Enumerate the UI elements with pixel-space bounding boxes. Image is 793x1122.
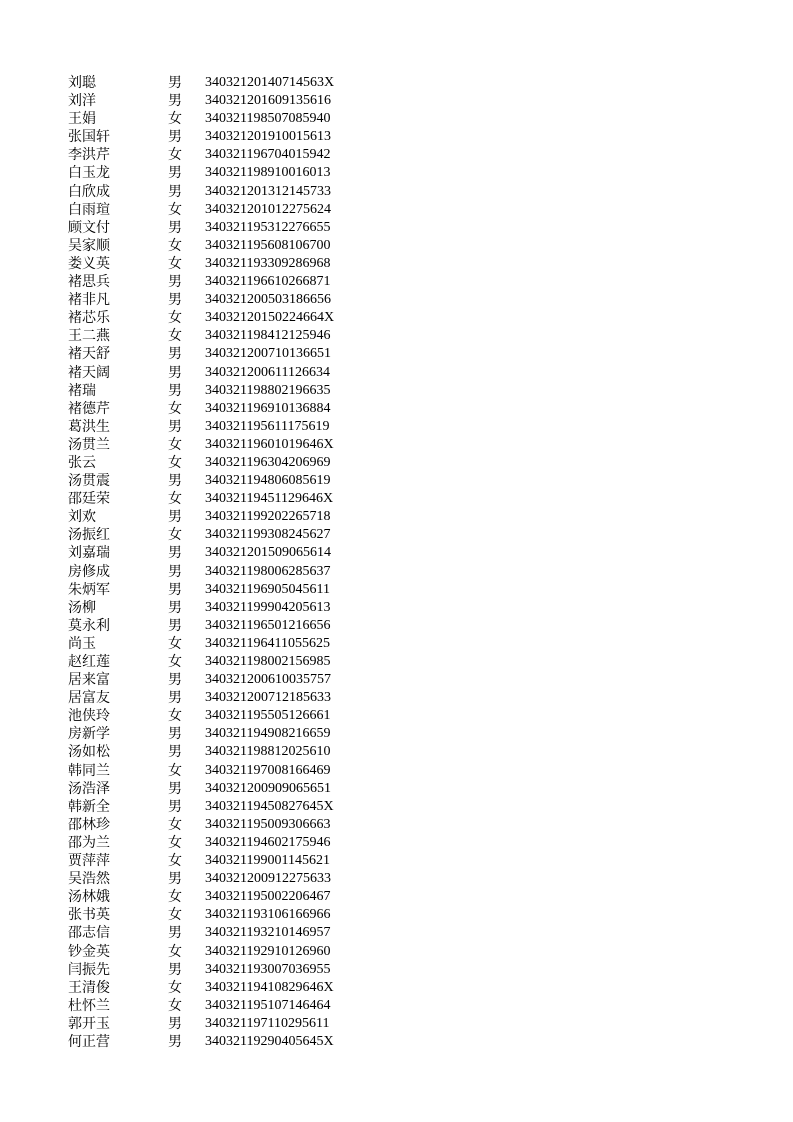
person-name: 杜怀兰 xyxy=(68,997,110,1014)
person-gender: 男 xyxy=(168,183,182,200)
person-name: 汤如松 xyxy=(68,744,110,761)
person-id-number: 340321198006285637 xyxy=(205,563,331,579)
person-gender: 女 xyxy=(168,111,182,128)
person-id-number: 340321194806085619 xyxy=(205,473,331,489)
person-gender: 女 xyxy=(168,147,182,164)
person-name: 刘欢 xyxy=(68,509,96,526)
person-name: 白欣成 xyxy=(68,183,110,200)
person-id-number: 340321201609135616 xyxy=(205,93,331,109)
person-name: 白雨瑄 xyxy=(68,201,110,218)
person-name: 池侠玲 xyxy=(68,708,110,725)
person-gender: 男 xyxy=(168,617,182,634)
person-id-number: 340321193210146957 xyxy=(205,925,331,941)
person-name: 汤林娥 xyxy=(68,889,110,906)
person-gender: 女 xyxy=(168,635,182,652)
person-id-number: 340321200503186656 xyxy=(205,292,331,308)
person-id-number: 340321195009306663 xyxy=(205,816,331,832)
person-name: 汤浩泽 xyxy=(68,780,110,797)
person-gender: 男 xyxy=(168,75,182,91)
person-gender: 女 xyxy=(168,436,182,453)
person-id-number: 340321194908216659 xyxy=(205,726,331,742)
person-id-number: 340321201312145733 xyxy=(205,183,331,199)
person-gender: 女 xyxy=(168,708,182,725)
person-id-number: 340321195312276655 xyxy=(205,219,331,235)
person-gender: 男 xyxy=(168,382,182,399)
person-id-number: 34032119451129646X xyxy=(205,491,334,507)
person-id-number: 34032120140714563X xyxy=(205,75,335,90)
person-gender: 女 xyxy=(168,237,182,254)
person-name: 褚非凡 xyxy=(68,292,110,309)
person-id-number: 340321199202265718 xyxy=(205,509,331,525)
person-gender: 女 xyxy=(168,654,182,670)
person-gender: 女 xyxy=(168,762,182,779)
person-name: 尚玉 xyxy=(68,635,96,652)
person-gender: 男 xyxy=(168,93,182,110)
person-gender: 女 xyxy=(168,310,182,327)
person-id-number: 340321198802196635 xyxy=(205,382,331,398)
person-gender: 女 xyxy=(168,979,182,996)
person-id-number: 340321200712185633 xyxy=(205,690,331,706)
person-id-number: 340321192910126960 xyxy=(205,943,331,959)
person-id-number: 340321196704015942 xyxy=(205,147,331,163)
person-id-number: 340321196610266871 xyxy=(205,274,331,290)
person-name: 邵林珍 xyxy=(68,816,110,833)
person-name: 汤振红 xyxy=(68,527,110,544)
person-gender: 女 xyxy=(168,255,182,272)
person-id-number: 340321196304206969 xyxy=(205,454,331,470)
person-id-number: 340321200710136651 xyxy=(205,346,331,362)
person-gender: 男 xyxy=(168,346,182,363)
person-gender: 女 xyxy=(168,328,182,345)
person-gender: 男 xyxy=(168,509,182,526)
person-gender: 女 xyxy=(168,997,182,1014)
person-name: 褚天舒 xyxy=(68,346,110,363)
person-name: 房修成 xyxy=(68,563,110,580)
person-name: 韩新全 xyxy=(68,798,110,815)
person-gender: 男 xyxy=(168,292,182,309)
person-name: 闫振先 xyxy=(68,961,110,978)
person-gender: 男 xyxy=(168,599,182,616)
person-name: 褚瑞 xyxy=(68,382,96,399)
person-id-number: 34032119290405645X xyxy=(205,1033,334,1049)
person-name: 刘洋 xyxy=(68,93,96,110)
person-id-number: 340321196910136884 xyxy=(205,400,331,416)
person-gender: 男 xyxy=(168,545,182,562)
person-name: 白玉龙 xyxy=(68,165,110,182)
person-gender: 女 xyxy=(168,834,182,851)
person-id-number: 340321200611126634 xyxy=(205,364,330,380)
person-gender: 男 xyxy=(168,961,182,978)
person-id-number: 340321194602175946 xyxy=(205,834,331,850)
person-id-number: 340321195002206467 xyxy=(205,889,331,905)
person-gender: 女 xyxy=(168,816,182,833)
person-name: 王二燕 xyxy=(68,328,110,345)
person-gender: 男 xyxy=(168,165,182,182)
person-name: 刘聪 xyxy=(68,75,96,91)
person-name: 顾文付 xyxy=(68,219,110,236)
person-gender: 男 xyxy=(168,219,182,236)
person-gender: 男 xyxy=(168,364,182,381)
person-id-number: 340321200909065651 xyxy=(205,780,331,796)
person-name: 娄义英 xyxy=(68,255,110,272)
person-name: 张云 xyxy=(68,454,96,471)
person-id-number: 340321196905045611 xyxy=(205,581,330,597)
person-gender: 男 xyxy=(168,726,182,743)
person-gender: 女 xyxy=(168,889,182,906)
person-name: 钞金英 xyxy=(68,943,110,960)
person-id-number: 34032119450827645X xyxy=(205,798,334,814)
person-name: 褚德芹 xyxy=(68,400,110,417)
person-name: 何正营 xyxy=(68,1033,110,1050)
person-name: 王清俊 xyxy=(68,979,110,996)
person-gender: 男 xyxy=(168,563,182,580)
person-gender: 男 xyxy=(168,871,182,888)
person-name: 褚思兵 xyxy=(68,274,110,291)
person-name: 张国轩 xyxy=(68,129,110,146)
person-id-number: 340321198910016013 xyxy=(205,165,331,181)
person-gender: 男 xyxy=(168,418,182,435)
person-id-number: 340321198507085940 xyxy=(205,111,331,127)
person-gender: 女 xyxy=(168,943,182,960)
person-gender: 男 xyxy=(168,780,182,797)
person-gender: 男 xyxy=(168,1015,182,1032)
person-name: 王娟 xyxy=(68,111,96,128)
person-id-number: 340321195611175619 xyxy=(205,418,330,434)
person-id-number: 340321195505126661 xyxy=(205,708,331,724)
person-id-number: 34032119601019646X xyxy=(205,436,334,452)
person-id-number: 340321197110295611 xyxy=(205,1015,330,1031)
person-id-number: 340321200610035757 xyxy=(205,672,331,688)
person-name: 赵红莲 xyxy=(68,654,110,670)
person-id-number: 340321193106166966 xyxy=(205,907,331,923)
person-gender: 男 xyxy=(168,581,182,598)
person-id-number: 340321200912275633 xyxy=(205,871,331,887)
person-id-number: 34032119410829646X xyxy=(205,979,334,995)
person-name: 汤贯震 xyxy=(68,473,110,490)
person-name: 汤贯兰 xyxy=(68,436,110,453)
person-gender: 女 xyxy=(168,400,182,417)
person-name: 韩同兰 xyxy=(68,762,110,779)
person-id-number: 340321199308245627 xyxy=(205,527,331,543)
person-name: 房新学 xyxy=(68,726,110,743)
person-name: 吴浩然 xyxy=(68,871,110,888)
person-name: 李洪芹 xyxy=(68,147,110,164)
person-gender: 男 xyxy=(168,798,182,815)
person-name: 居富友 xyxy=(68,690,110,707)
person-gender: 男 xyxy=(168,129,182,146)
person-id-number: 340321193309286968 xyxy=(205,255,331,271)
person-id-number: 340321197008166469 xyxy=(205,762,331,778)
person-name: 汤柳 xyxy=(68,599,96,616)
person-name: 贾萍萍 xyxy=(68,853,110,870)
person-id-number: 34032120150224664X xyxy=(205,310,335,326)
person-gender: 男 xyxy=(168,672,182,689)
person-name: 邵为兰 xyxy=(68,834,110,851)
person-name: 葛洪生 xyxy=(68,418,110,435)
person-id-number: 340321195608106700 xyxy=(205,237,331,253)
person-name: 张书英 xyxy=(68,907,110,924)
person-name: 褚芯乐 xyxy=(68,310,110,327)
person-gender: 男 xyxy=(168,925,182,942)
person-gender: 女 xyxy=(168,853,182,870)
person-name: 郭开玉 xyxy=(68,1015,110,1032)
person-name: 吴家顺 xyxy=(68,237,110,254)
person-gender: 女 xyxy=(168,454,182,471)
person-id-number: 340321201509065614 xyxy=(205,545,331,561)
person-id-number: 340321195107146464 xyxy=(205,997,331,1013)
person-gender: 女 xyxy=(168,907,182,924)
person-name: 邵廷荣 xyxy=(68,491,110,508)
person-name: 居来富 xyxy=(68,672,110,689)
person-id-number: 340321193007036955 xyxy=(205,961,331,977)
person-id-number: 340321198412125946 xyxy=(205,328,331,344)
person-id-number: 340321199904205613 xyxy=(205,599,331,615)
person-gender: 男 xyxy=(168,690,182,707)
person-id-number: 340321198812025610 xyxy=(205,744,331,760)
person-id-number: 340321198002156985 xyxy=(205,654,331,669)
person-gender: 男 xyxy=(168,473,182,490)
person-name: 莫永利 xyxy=(68,617,110,634)
person-name: 刘嘉瑞 xyxy=(68,545,110,562)
person-id-number: 340321199001145621 xyxy=(205,853,330,869)
person-name: 朱炳军 xyxy=(68,581,110,598)
person-gender: 男 xyxy=(168,744,182,761)
person-gender: 女 xyxy=(168,527,182,544)
person-name: 邵志信 xyxy=(68,925,110,942)
person-id-number: 340321201012275624 xyxy=(205,201,331,217)
person-gender: 女 xyxy=(168,201,182,218)
person-id-number: 340321201910015613 xyxy=(205,129,331,145)
person-id-number: 340321196501216656 xyxy=(205,617,331,633)
person-gender: 女 xyxy=(168,491,182,508)
person-gender: 男 xyxy=(168,274,182,291)
person-gender: 男 xyxy=(168,1033,182,1050)
person-name: 褚天阔 xyxy=(68,364,110,381)
person-id-number: 340321196411055625 xyxy=(205,635,330,651)
